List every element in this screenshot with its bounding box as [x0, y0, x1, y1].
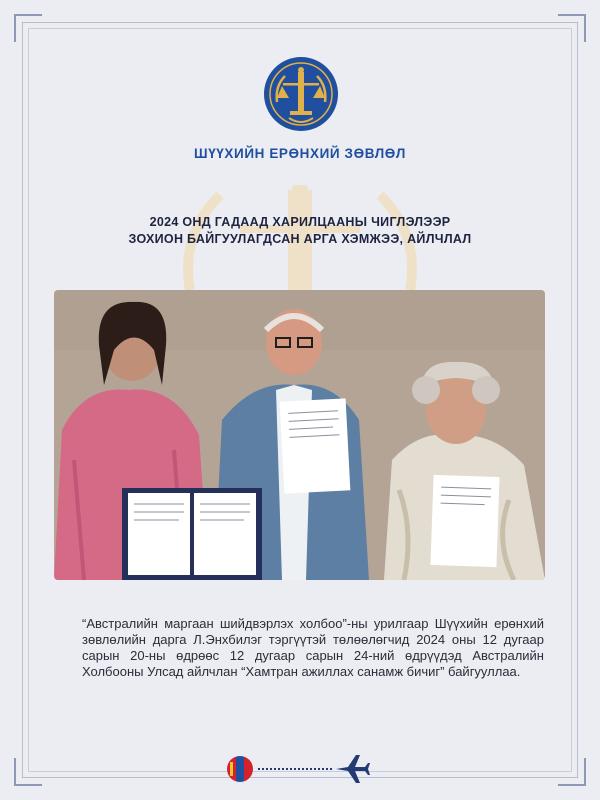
signing-ceremony-photo — [54, 290, 545, 580]
corner-ornament — [558, 14, 586, 42]
title-line: 2024 ОНД ГАДААД ХАРИЛЦААНЫ ЧИГЛЭЛЭЭР — [149, 215, 451, 229]
judicial-council-emblem-icon — [263, 56, 339, 132]
flight-path-line — [258, 768, 332, 770]
airplane-icon — [334, 753, 370, 785]
corner-ornament — [14, 14, 42, 42]
title-line: ЗОХИОН БАЙГУУЛАГДСАН АРГА ХЭМЖЭЭ, АЙЛЧЛАЛ — [128, 232, 472, 246]
body-paragraph: “Австралийн маргаан шийдвэрлэх холбоо”-ны урилгаар Шүүхийн ерөнхий зөвлөлийн дарга Л.Энхбилэг тэргүүтэй төлөөлөгчид 2024 оны 12 дугаар сарын 20-ны өдрөөс 12 дугаар сарын 24-ний өдрүүдэд Австралийн Холбооны Улсад айлчлан “Хамтран ажиллах санамж бичиг” байгууллаа. — [82, 616, 544, 679]
mongolia-flag-icon — [227, 756, 253, 782]
corner-ornament — [558, 758, 586, 786]
corner-ornament — [14, 758, 42, 786]
organization-name: ШҮҮХИЙН ЕРӨНХИЙ ЗӨВЛӨЛ — [194, 146, 406, 161]
document-title — [0, 214, 600, 248]
